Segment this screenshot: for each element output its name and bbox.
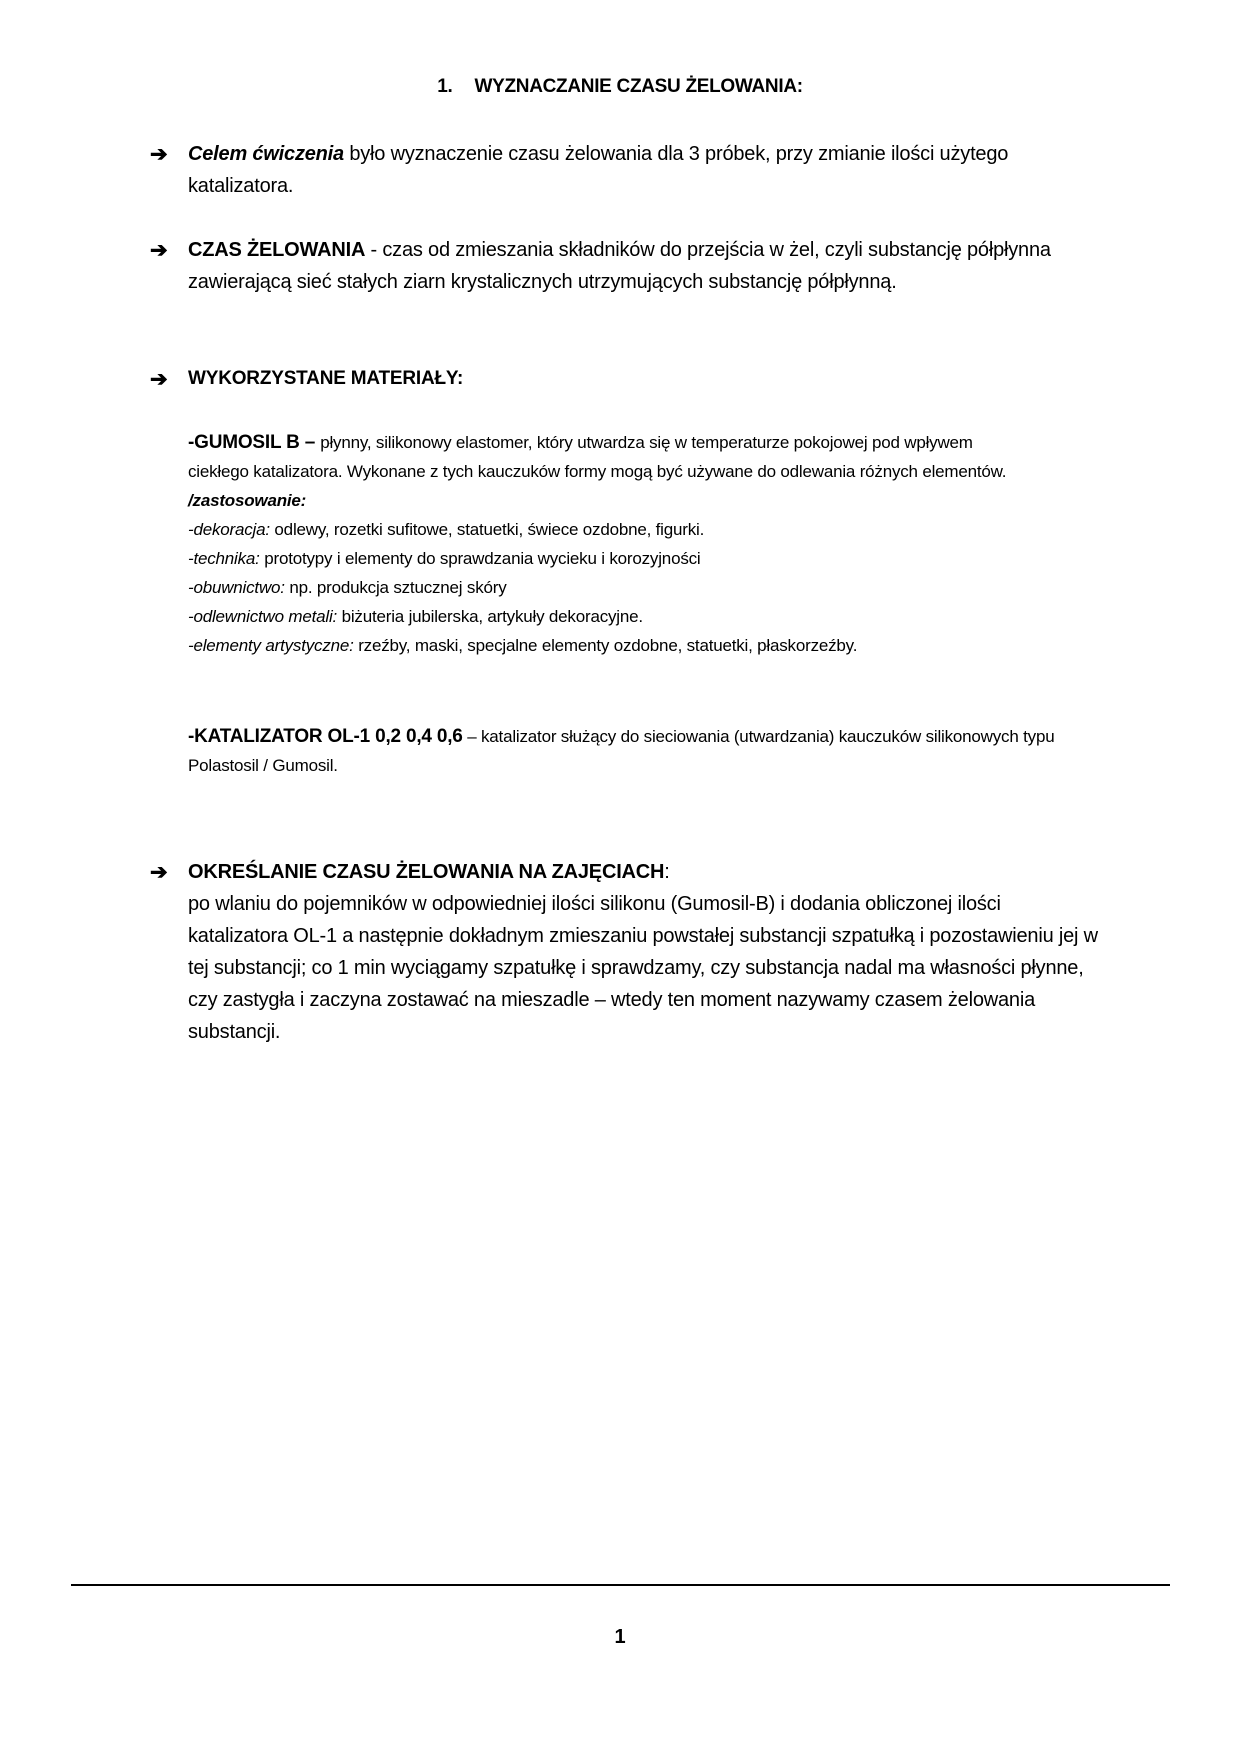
section-number: 1. <box>437 76 453 97</box>
footer-divider <box>71 1584 1170 1586</box>
materials-heading: WYKORZYSTANE MATERIAŁY: <box>188 368 464 389</box>
use-item <box>188 631 1178 660</box>
determination-line: czy zastygła i zaczyna zostawać na mieszadle – wtedy ten moment nazywamy czasem żelowania <box>188 989 1036 1011</box>
arrow-icon: ➔ <box>150 143 168 166</box>
determination-line: katalizatora OL-1 a następnie dokładnym zmieszaniu powstałej substancji szpatułką i pozostawieniu jej w <box>188 925 1098 947</box>
catalyst-dash: – <box>462 727 481 746</box>
use-text: odlewy, rozetki sufitowe, statuetki, świece ozdobne, figurki. <box>269 520 705 539</box>
gel-time-text-line-1: - czas od zmieszania składników do przejścia w żel, czyli substancję półpłynna <box>365 239 1051 261</box>
use-label: -technika: <box>188 549 260 568</box>
use-label: -dekoracja: <box>188 520 270 539</box>
aim-text-line-1: było wyznaczenie czasu żelowania dla 3 próbek, przy zmianie ilości użytego <box>343 143 1009 165</box>
uses-heading: /zastosowanie: <box>188 491 307 510</box>
determination-colon: : <box>664 861 670 883</box>
determination-line: po wlaniu do pojemników w odpowiedniej ilości silikonu (Gumosil-B) i dodania obliczonej ilości <box>188 893 1001 915</box>
use-text: rzeźby, maski, specjalne elementy ozdobne, statuetki, płaskorzeźby. <box>353 636 858 655</box>
gel-time-label: CZAS ŻELOWANIA <box>188 239 366 261</box>
determination-line: tej substancji; co 1 min wyciągamy szpatułkę i sprawdzamy, czy substancja nadal ma własności płynne, <box>188 957 1084 979</box>
catalyst-block <box>188 722 1178 780</box>
gumosil-text-line-1: płynny, silikonowy elastomer, który utwardza się w temperaturze pokojowej pod wpływem <box>320 433 973 452</box>
gumosil-label: -GUMOSIL B – <box>188 432 321 453</box>
use-item <box>188 602 1178 631</box>
determination-paragraph <box>188 856 1173 1048</box>
aim-paragraph <box>188 138 1173 202</box>
use-label: -obuwnictwo: <box>188 578 285 597</box>
determination-label: OKREŚLANIE CZASU ŻELOWANIA NA ZAJĘCIACH <box>188 861 665 883</box>
arrow-icon: ➔ <box>150 239 168 262</box>
gel-time-text-line-2: zawierającą sieć stałych ziarn krystalicznych utrzymujących substancję półpłynną. <box>188 271 897 293</box>
section-title-text: WYZNACZANIE CZASU ŻELOWANIA: <box>474 76 803 97</box>
catalyst-text-line-1: katalizator służący do sieciowania (utwardzania) kauczuków silikonowych typu <box>481 727 1055 746</box>
aim-text-line-2: katalizatora. <box>188 175 294 197</box>
determination-line: substancji. <box>188 1021 281 1043</box>
arrow-icon: ➔ <box>150 861 168 884</box>
use-text: biżuteria jubilerska, artykuły dekoracyjne. <box>337 607 643 626</box>
use-item <box>188 544 1178 573</box>
use-item <box>188 573 1178 602</box>
gumosil-block <box>188 428 1178 660</box>
use-text: np. produkcja sztucznej skóry <box>284 578 507 597</box>
section-title <box>0 76 1240 98</box>
aim-label: Celem ćwiczenia <box>188 143 344 165</box>
gel-time-paragraph <box>188 234 1173 298</box>
arrow-icon: ➔ <box>150 368 168 391</box>
catalyst-label: -KATALIZATOR OL-1 0,2 0,4 0,6 <box>188 726 463 747</box>
use-item <box>188 515 1178 544</box>
use-label: -odlewnictwo metali: <box>188 607 338 626</box>
gumosil-text-line-2: ciekłego katalizatora. Wykonane z tych kauczuków formy mogą być używane do odlewania różnych elementów. <box>188 462 1007 481</box>
catalyst-text-line-2: Polastosil / Gumosil. <box>188 756 338 775</box>
use-text: prototypy i elementy do sprawdzania wycieku i korozyjności <box>259 549 701 568</box>
page-number: 1 <box>614 1626 626 1648</box>
use-label: -elementy artystyczne: <box>188 636 354 655</box>
